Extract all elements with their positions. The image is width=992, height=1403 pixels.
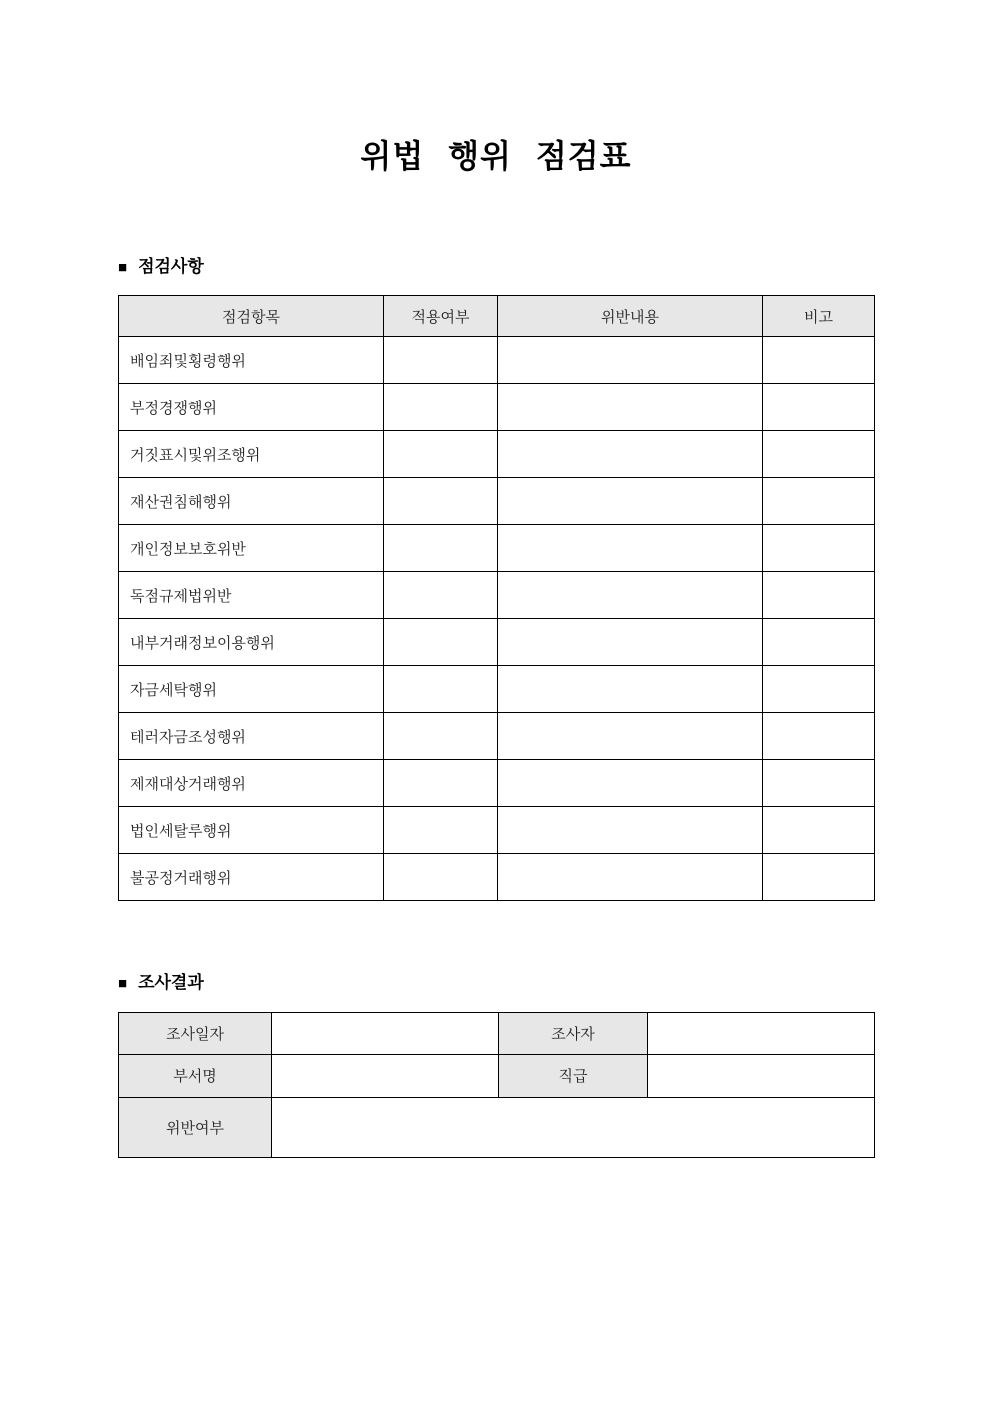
section-heading-label: 점검사항 <box>138 257 204 276</box>
violation-cell[interactable] <box>498 431 763 478</box>
note-cell[interactable] <box>763 572 875 619</box>
result-row-violation-status <box>119 1097 875 1157</box>
checklist-row <box>119 525 875 572</box>
violation-cell[interactable] <box>498 572 763 619</box>
column-header-note: 비고 <box>763 296 875 337</box>
checklist-row <box>119 431 875 478</box>
note-cell[interactable] <box>763 384 875 431</box>
violation-cell[interactable] <box>498 619 763 666</box>
checklist-item-label: 테러자금조성행위 <box>119 713 384 760</box>
applicable-cell[interactable] <box>384 619 498 666</box>
result-table <box>118 1012 875 1158</box>
checklist-row <box>119 666 875 713</box>
checklist-row <box>119 619 875 666</box>
checklist-item-label: 독점규제법위반 <box>119 572 384 619</box>
violation-cell[interactable] <box>498 666 763 713</box>
violation-cell[interactable] <box>498 854 763 901</box>
checklist-row <box>119 807 875 854</box>
checklist-rows <box>119 337 875 901</box>
note-cell[interactable] <box>763 666 875 713</box>
checklist-item-label: 법인세탈루행위 <box>119 807 384 854</box>
checklist-row <box>119 478 875 525</box>
department-label: 부서명 <box>119 1054 272 1097</box>
note-cell[interactable] <box>763 760 875 807</box>
checklist-row <box>119 760 875 807</box>
note-cell[interactable] <box>763 525 875 572</box>
square-bullet-icon: ■ <box>118 975 128 993</box>
applicable-cell[interactable] <box>384 854 498 901</box>
checklist-row <box>119 337 875 384</box>
violation-cell[interactable] <box>498 807 763 854</box>
note-cell[interactable] <box>763 713 875 760</box>
note-cell[interactable] <box>763 337 875 384</box>
note-cell[interactable] <box>763 807 875 854</box>
position-field[interactable] <box>648 1054 875 1097</box>
note-cell[interactable] <box>763 619 875 666</box>
checklist-item-label: 개인정보보호위반 <box>119 525 384 572</box>
column-header-item: 점검항목 <box>119 296 384 337</box>
inspection-date-field[interactable] <box>272 1012 499 1054</box>
checklist-row <box>119 384 875 431</box>
checklist-table <box>118 295 875 901</box>
violation-cell[interactable] <box>498 478 763 525</box>
applicable-cell[interactable] <box>384 713 498 760</box>
checklist-item-label: 불공정거래행위 <box>119 854 384 901</box>
section-heading-checklist <box>118 257 874 277</box>
inspection-date-label: 조사일자 <box>119 1012 272 1054</box>
square-bullet-icon: ■ <box>118 258 128 276</box>
column-header-applicable: 적용여부 <box>384 296 498 337</box>
checklist-row <box>119 572 875 619</box>
violation-cell[interactable] <box>498 760 763 807</box>
violation-cell[interactable] <box>498 384 763 431</box>
violation-cell[interactable] <box>498 525 763 572</box>
violation-cell[interactable] <box>498 337 763 384</box>
applicable-cell[interactable] <box>384 525 498 572</box>
checklist-item-label: 내부거래정보이용행위 <box>119 619 384 666</box>
note-cell[interactable] <box>763 854 875 901</box>
applicable-cell[interactable] <box>384 666 498 713</box>
result-row-department-position <box>119 1054 875 1097</box>
document-title: 위법 행위 점검표 <box>360 138 632 174</box>
inspector-field[interactable] <box>648 1012 875 1054</box>
applicable-cell[interactable] <box>384 760 498 807</box>
checklist-item-label: 배임죄및횡령행위 <box>119 337 384 384</box>
document-content <box>118 0 874 1158</box>
checklist-item-label: 자금세탁행위 <box>119 666 384 713</box>
checklist-item-label: 재산권침해행위 <box>119 478 384 525</box>
applicable-cell[interactable] <box>384 478 498 525</box>
violation-status-label: 위반여부 <box>119 1097 272 1157</box>
result-row-date-inspector <box>119 1012 875 1054</box>
applicable-cell[interactable] <box>384 431 498 478</box>
violation-status-field[interactable] <box>272 1097 875 1157</box>
note-cell[interactable] <box>763 431 875 478</box>
applicable-cell[interactable] <box>384 572 498 619</box>
checklist-header-row <box>119 296 875 337</box>
department-field[interactable] <box>272 1054 499 1097</box>
checklist-row <box>119 854 875 901</box>
checklist-item-label: 제재대상거래행위 <box>119 760 384 807</box>
column-header-violation: 위반내용 <box>498 296 763 337</box>
checklist-item-label: 부정경쟁행위 <box>119 384 384 431</box>
checklist-row <box>119 713 875 760</box>
section-heading-result <box>118 973 874 993</box>
note-cell[interactable] <box>763 478 875 525</box>
section-heading-label: 조사결과 <box>138 973 204 993</box>
applicable-cell[interactable] <box>384 384 498 431</box>
checklist-item-label: 거짓표시및위조행위 <box>119 431 384 478</box>
inspector-label: 조사자 <box>499 1012 648 1054</box>
applicable-cell[interactable] <box>384 807 498 854</box>
violation-cell[interactable] <box>498 713 763 760</box>
position-label: 직급 <box>499 1054 648 1097</box>
applicable-cell[interactable] <box>384 337 498 384</box>
